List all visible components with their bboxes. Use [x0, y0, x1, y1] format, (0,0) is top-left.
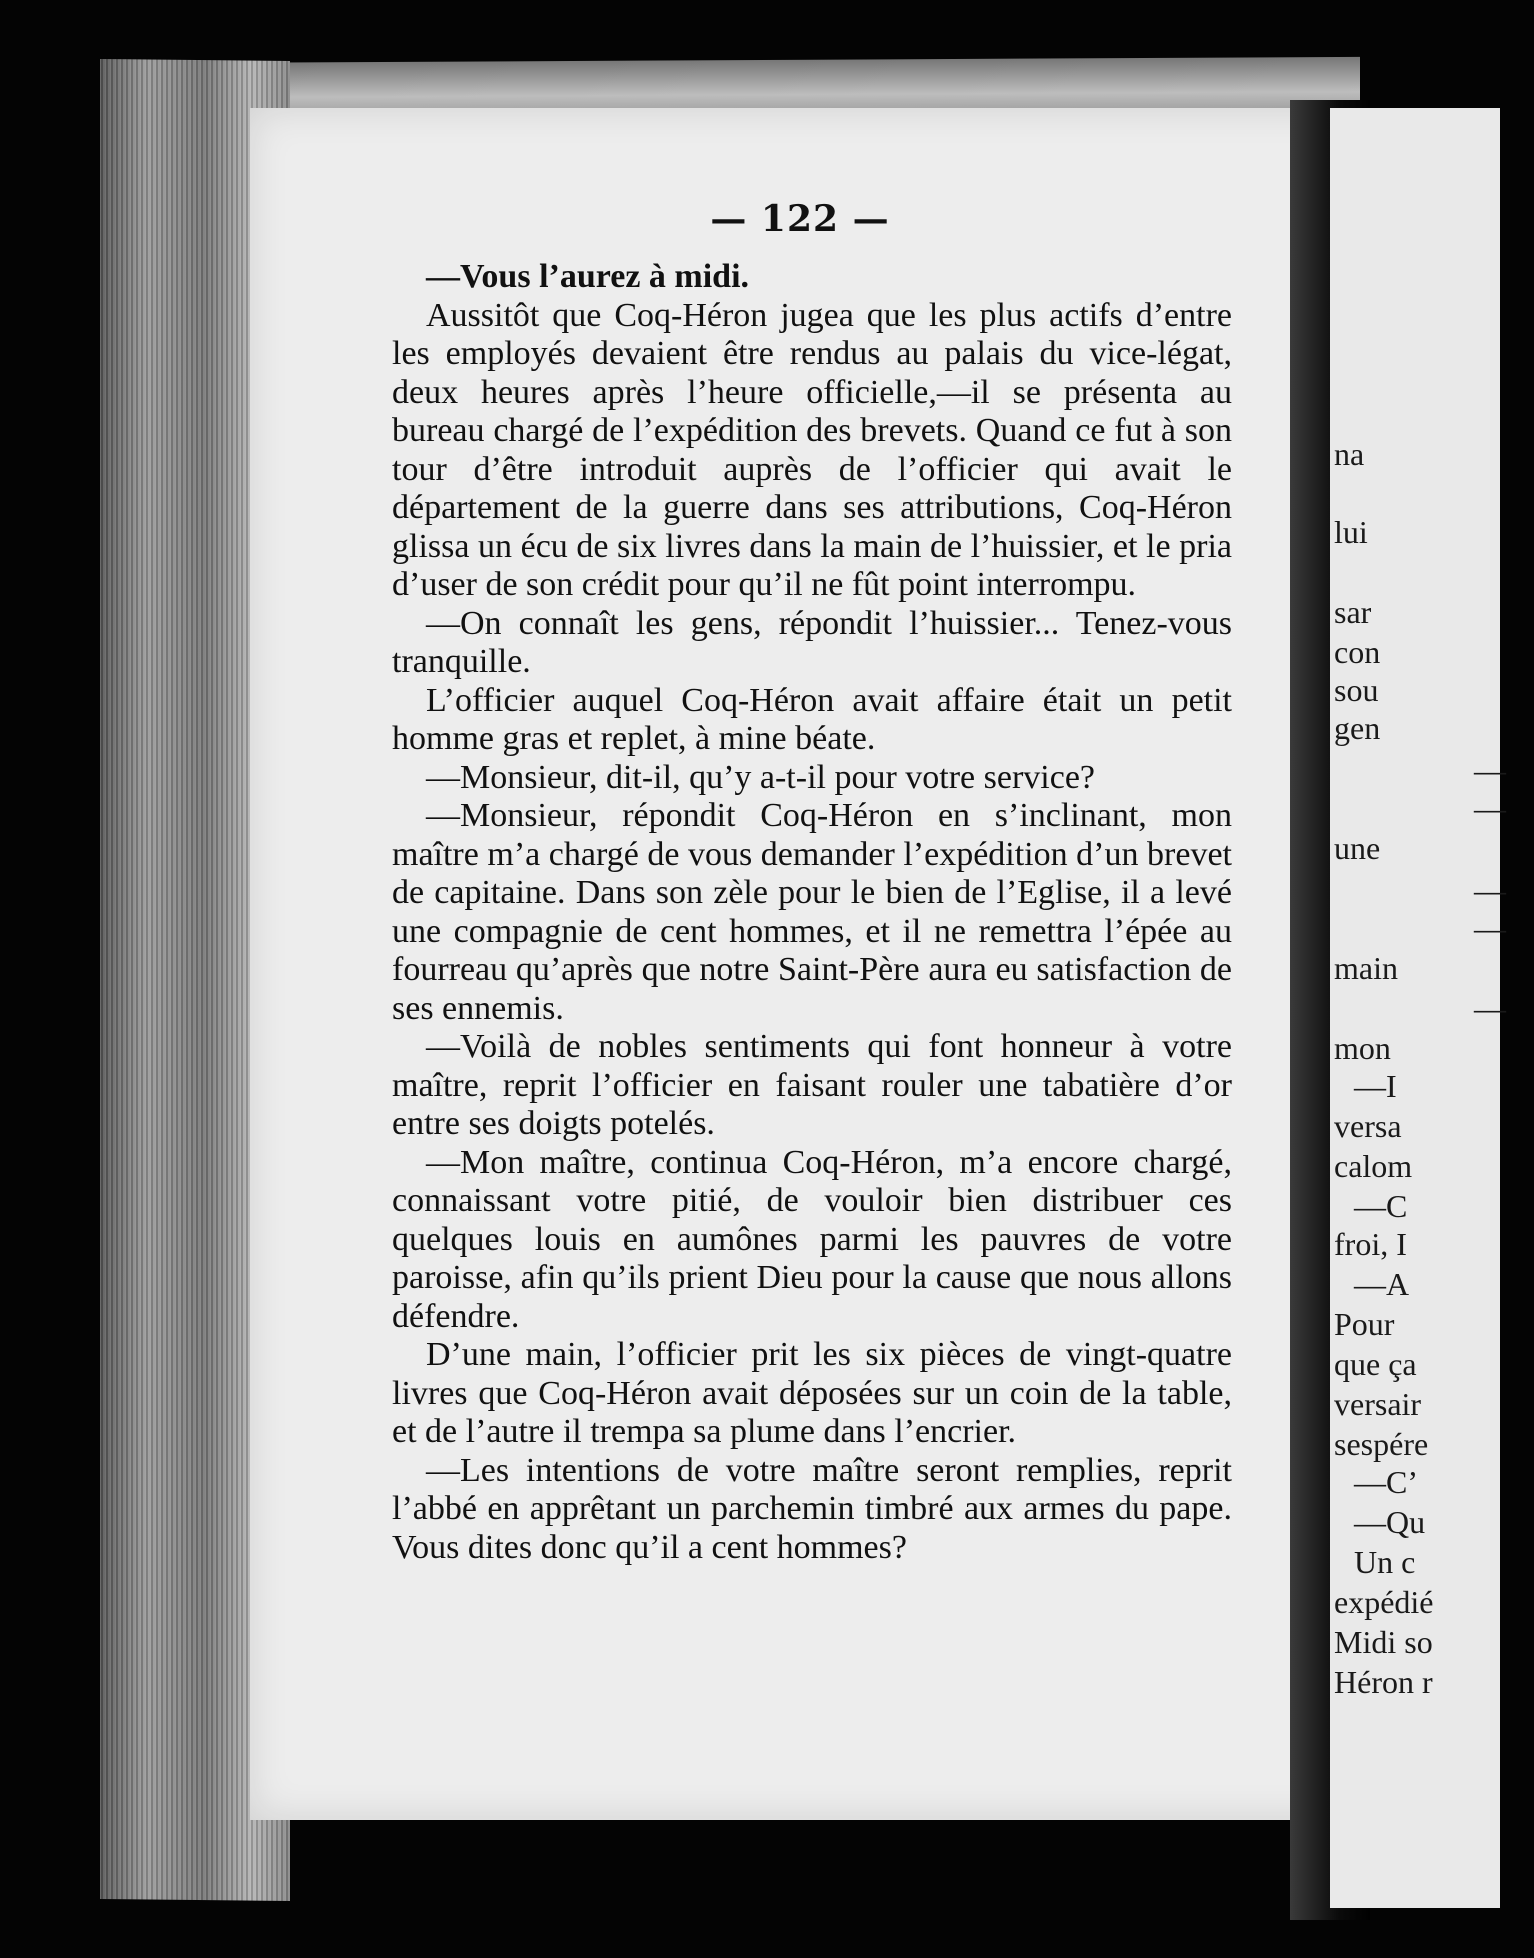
facing-fragment: Pour: [1334, 1306, 1395, 1342]
facing-fragment: main: [1334, 950, 1398, 986]
facing-fragment: Héron r: [1334, 1664, 1433, 1700]
paragraph: —Monsieur, répondit Coq-Héron en s’inclinant, mon maître m’a chargé de vous demander l’expédition d’un brevet de capitaine. Dans son zèle pour le bien de l’Eglise, il a levé une compagnie de cent hommes, et il ne remettra l’épée au fourreau qu’après que notre Saint-Père aura eu satisfaction de ses ennemis.: [392, 797, 1232, 1027]
facing-fragment: mon: [1334, 1030, 1391, 1066]
facing-fragment: versair: [1334, 1386, 1422, 1422]
paragraph: —On connaît les gens, répondit l’huissier... Tenez-vous tranquille.: [392, 604, 1232, 680]
facing-fragment: —A: [1354, 1266, 1410, 1302]
facing-fragment: sou: [1334, 672, 1379, 708]
facing-fragment: Midi so: [1334, 1624, 1433, 1660]
facing-fragment: —: [1474, 872, 1506, 908]
paragraph: Aussitôt que Coq-Héron jugea que les plus actifs d’entre les employés devaient être rendus au palais du vice-légat, deux heures après l’heure officielle,—il se présenta au bureau chargé de l’expédition des brevets. Quand ce fut à son tour d’être introduit auprès de l’officier qui avait le département de la guerre dans ses attributions, Coq-Héron glissa un écu de six livres dans la main de l’huissier, et le pria d’user de son crédit pour qu’il ne fût point interrompu.: [392, 296, 1232, 603]
body-text: [392, 258, 1232, 1567]
facing-fragment: calom: [1334, 1148, 1413, 1184]
facing-fragment: —: [1474, 990, 1506, 1026]
facing-fragment: que ça: [1334, 1346, 1417, 1382]
facing-fragment: —Qu: [1354, 1504, 1426, 1540]
paragraph: —Voilà de nobles sentiments qui font honneur à votre maître, reprit l’officier en faisant rouler une tabatière d’or entre ses doigts potelés.: [392, 1028, 1232, 1142]
page-number: — 122 —: [710, 198, 890, 240]
facing-fragment: gen: [1334, 710, 1381, 746]
facing-fragment: versa: [1334, 1108, 1402, 1144]
facing-fragment: sespére: [1334, 1426, 1429, 1462]
facing-fragment: une: [1334, 830, 1381, 866]
paragraph: —Les intentions de votre maître seront remplies, reprit l’abbé en apprêtant un parchemin timbré aux armes du pape. Vous dites donc qu’il a cent hommes?: [392, 1451, 1232, 1566]
paragraph: —Vous l’aurez à midi.: [426, 258, 750, 295]
left-page: [250, 108, 1350, 1820]
facing-fragment: na: [1334, 436, 1365, 472]
paragraph: L’officier auquel Coq-Héron avait affaire était un petit homme gras et replet, à mine béate.: [392, 681, 1232, 757]
facing-fragment: —C’: [1354, 1464, 1418, 1500]
paragraph: D’une main, l’officier prit les six pièces de vingt-quatre livres que Coq-Héron avait déposées sur un coin de la table, et de l’autre il trempa sa plume dans l’encrier.: [392, 1336, 1232, 1450]
facing-fragment: expédié: [1334, 1584, 1434, 1620]
facing-fragment: —C: [1354, 1188, 1408, 1224]
facing-fragment: Un c: [1354, 1544, 1416, 1580]
paragraph: —Mon maître, continua Coq-Héron, m’a encore chargé, connaissant votre pitié, de vouloir bien distribuer ces quelques louis en aumônes parmi les pauvres de votre paroisse, afin qu’ils prient Dieu pour la cause que nous allons défendre.: [392, 1143, 1232, 1335]
facing-fragment: —: [1474, 910, 1506, 946]
paragraph: —Monsieur, dit-il, qu’y a-t-il pour votre service?: [426, 758, 1096, 796]
facing-fragment: —: [1474, 752, 1506, 788]
facing-fragment: sar: [1334, 594, 1372, 630]
facing-fragment: —I: [1354, 1068, 1397, 1104]
facing-fragment: lui: [1334, 514, 1368, 550]
facing-fragment: froi, I: [1334, 1226, 1407, 1262]
facing-fragment: —: [1474, 790, 1506, 826]
facing-fragment: con: [1334, 634, 1381, 670]
